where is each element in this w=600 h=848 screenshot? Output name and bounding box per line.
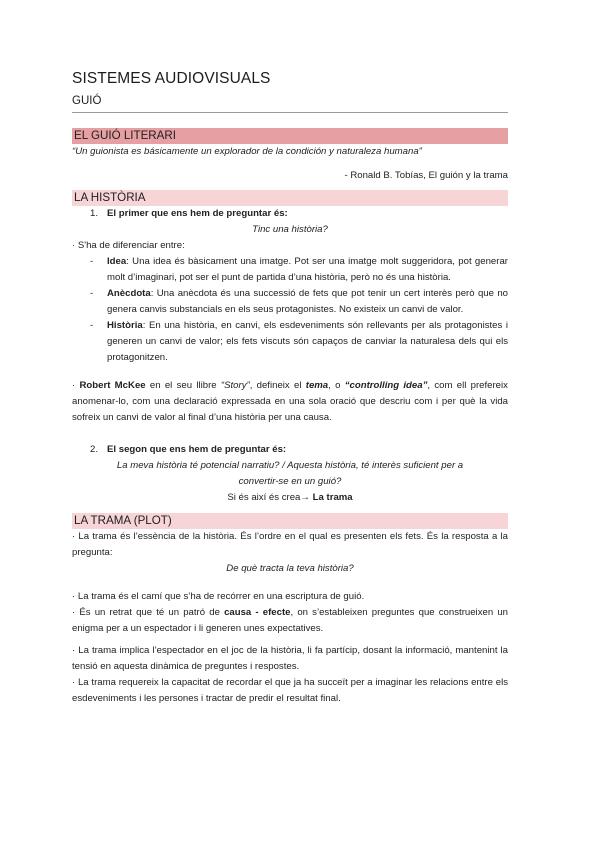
book-title: “Story” bbox=[220, 380, 250, 391]
definition-historia: : En una història, en canvi, els esdeveniments són rellevants per als protagonistes i generen un canvi de valor; els fets viscuts són capaços de canviar la naturalesa dels qui els protagonitzen. bbox=[107, 320, 508, 363]
la-trama-link-text: La trama bbox=[312, 492, 353, 503]
epigraph-quote: “Un guionista es básicamente un explorador de la condición y naturaleza humana” bbox=[72, 146, 422, 157]
list-item-historia: - Història: En una història, en canvi, els esdeveniments són rellevants per als protagonistes i generen un canvi de valor; els fets viscuts són capaços de canviar la naturalesa dels qui els protagonitzen. bbox=[90, 320, 508, 363]
controlling-idea-term: “controlling idea” bbox=[344, 380, 428, 391]
document-title: SISTEMES AUDIOVISUALS bbox=[72, 70, 271, 87]
question-2 bbox=[72, 442, 508, 458]
mckee-name: Robert McKee bbox=[79, 380, 146, 391]
epigraph-attribution: - Ronald B. Tobías, El guión y la trama bbox=[344, 170, 508, 181]
question-1-answer: Tinc una història? bbox=[252, 224, 328, 235]
definition-idea: : Una idea és bàsicament una imatge. Pot ser una imatge molt suggeridora, pot generar molt d’imaginari, pot ser el punt de partida d’una història, però no és una història. bbox=[107, 256, 508, 283]
question-2-line-1: La meva història té potencial narratiu? / Aquesta història, té interès suficient per a bbox=[116, 460, 464, 471]
list-item-idea: - Idea: Una idea és bàsicament una imatge. Pot ser una imatge molt suggeridora, pot generar molt d’imaginari, pot ser el punt de partida d’una història, però no és una història. bbox=[90, 256, 508, 283]
trama-paragraph-4: · La trama implica l’espectador en el joc de la història, li fa partícip, dosant la informació, mantenint la tensió en aquesta dinàmica de preguntes i respostes. bbox=[72, 645, 508, 672]
tema-term: tema bbox=[305, 380, 329, 391]
differentiate-intro: · S'ha de diferenciar entre: bbox=[72, 240, 185, 251]
document-subtitle: GUIÓ bbox=[72, 95, 102, 107]
question-2-label: El segon que ens hem de preguntar és: bbox=[107, 444, 287, 455]
question-2-result: Si és així és crea→ La trama bbox=[227, 492, 353, 503]
mckee-paragraph: · Robert McKee en el seu llibre “Story”, defineix el tema, o “controlling idea”, com ell prefereix anomenar-lo, com una declaració expressada en una sola oració que descriu com i per què la vida sofreix un canvi de valor al final d’una història per una causa. bbox=[72, 380, 508, 423]
header-divider bbox=[72, 112, 508, 113]
section-heading-trama: LA TRAMA (PLOT) bbox=[72, 513, 508, 529]
question-1-number: 1. bbox=[90, 208, 99, 219]
term-idea: Idea bbox=[107, 256, 127, 267]
question-2-number: 2. bbox=[90, 444, 99, 455]
list-item-anecdota: - Anècdota: Una anècdota és una successió de fets que pot tenir un cert interès però que no genera canvis substancials en els seus protagonistes. No existeix un canvi de valor. bbox=[90, 288, 508, 315]
trama-paragraph-5: · La trama requereix la capacitat de recordar el que ja ha succeït per a imaginar les relacions entre els esdeveniments i les persones i tractar de predir el resultat final. bbox=[72, 677, 508, 704]
trama-paragraph-3: · És un retrat que té un patró de causa - efecte, on s’estableixen preguntes que construeixen un enigma per a un espectador i li generen unes expectatives. bbox=[72, 607, 508, 634]
section-heading-historia: LA HISTÒRIA bbox=[72, 190, 508, 206]
section-heading-guio-literari: EL GUIÓ LITERARI bbox=[72, 128, 508, 144]
question-1-label: El primer que ens hem de preguntar és: bbox=[107, 208, 288, 219]
term-anecdota: Anècdota bbox=[107, 288, 151, 299]
trama-question: De què tracta la teva història? bbox=[226, 563, 354, 574]
definition-anecdota: : Una anècdota és una successió de fets que pot tenir un cert interès però que no genera canvis substancials en els seus protagonistes. No existeix un canvi de valor. bbox=[107, 288, 508, 315]
question-1 bbox=[72, 206, 508, 222]
question-2-line-2: convertir-se en un guió? bbox=[238, 476, 342, 487]
document-page bbox=[72, 70, 508, 707]
trama-paragraph-1: · La trama és l’essència de la història. És l’ordre en el qual es presenten els fets. És la resposta a la pregunta: bbox=[72, 531, 508, 558]
term-historia: Història bbox=[107, 320, 143, 331]
causa-efecte-term: causa - efecte bbox=[224, 607, 291, 618]
trama-paragraph-2: · La trama és el camí que s’ha de recórrer en una escriptura de guió. bbox=[72, 591, 365, 602]
